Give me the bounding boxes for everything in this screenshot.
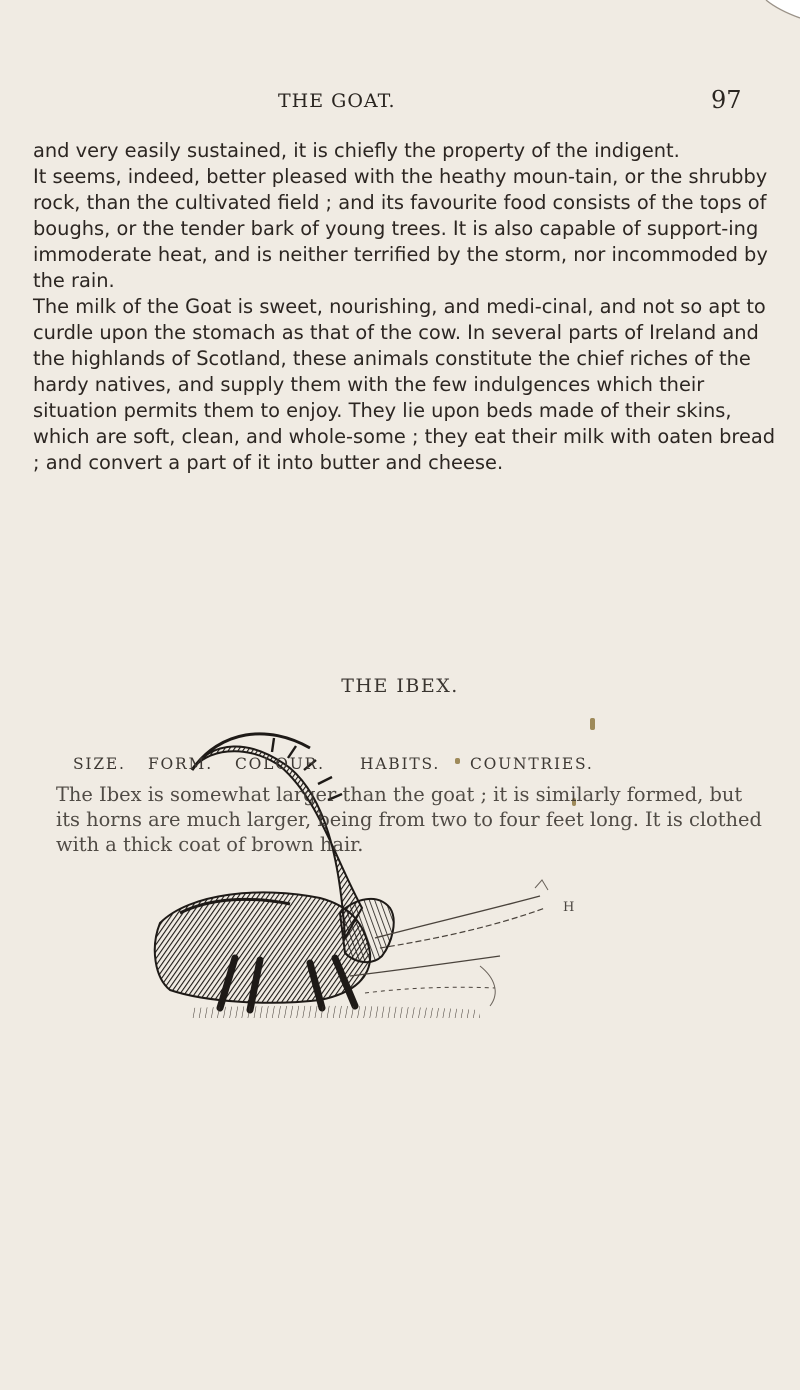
section-heading: THE IBEX.	[341, 675, 459, 697]
column-label-colour: COLOUR.	[235, 755, 325, 773]
column-label-form: FORM.	[148, 755, 213, 773]
ibex-description	[56, 782, 772, 857]
running-head-title: THE GOAT.	[278, 90, 396, 112]
column-label-countries: COUNTRIES.	[470, 755, 594, 773]
signature-mark: H	[563, 900, 575, 915]
paragraph: and very easily sustained, it is chiefly the property of the indigent.	[33, 139, 680, 162]
page-number: 97	[711, 86, 742, 114]
column-label-habits: HABITS.	[360, 755, 441, 773]
paragraph: It seems, indeed, better pleased with the heathy moun-tain, or the shrubby rock, than the cultivated field ; and its favourite food consists of the tops of boughs, or the tender bark of young trees. It is also capable of support-ing immoderate heat, and is neither terrified by the storm, nor incommoded by the rain.	[33, 165, 768, 292]
body-text	[33, 138, 777, 476]
paper-speck	[590, 718, 595, 730]
column-label-size: SIZE.	[73, 755, 126, 773]
running-head	[0, 86, 800, 120]
column-labels	[0, 755, 800, 785]
paragraph: The Ibex is somewhat larger than the goat ; it is similarly formed, but its horns are much larger, being from two to four feet long. It is clothed with a thick coat of brown hair.	[56, 783, 762, 856]
paragraph: The milk of the Goat is sweet, nourishing, and medi-cinal, and not so apt to curdle upon the stomach as that of the cow. In several parts of Ireland and the highlands of Scotland, these animals constitute the chief riches of the hardy natives, and supply them with the few indulgences which their situation permits them to enjoy. They lie upon beds made of their skins, which are soft, clean, and whole-some ; they eat their milk with oaten bread ; and convert a part of it into butter and cheese.	[33, 295, 776, 474]
page-corner-curl	[760, 0, 800, 40]
